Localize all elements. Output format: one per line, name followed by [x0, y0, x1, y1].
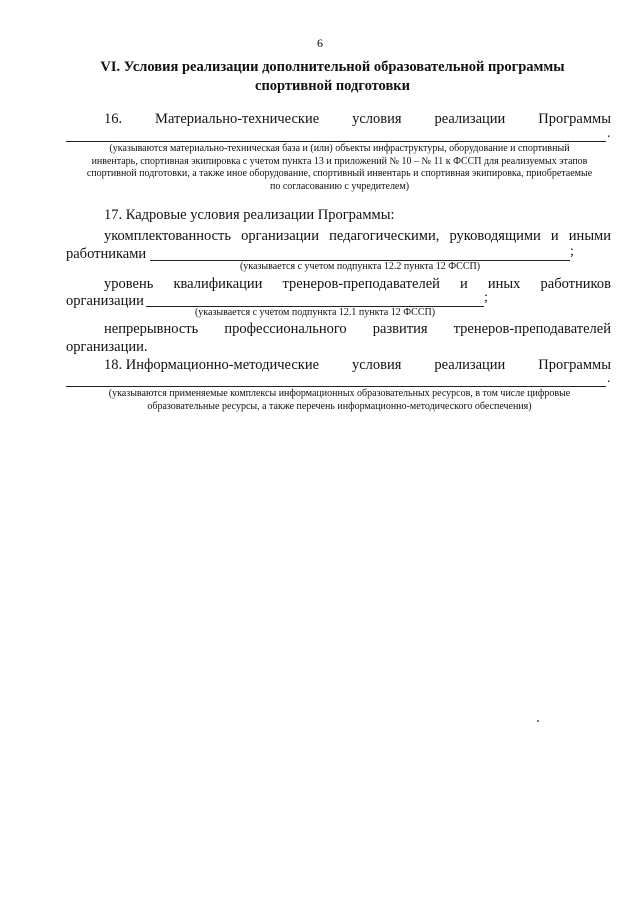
qualification-word-3: тренеров-преподавателей	[282, 276, 440, 292]
development-word-4: тренеров-преподавателей	[453, 321, 611, 337]
development-line	[104, 321, 611, 338]
staffing-word-6: иными	[568, 228, 611, 244]
staffing-word-3: педагогическими,	[329, 228, 440, 244]
item-18-word-1: 18. Информационно-методические	[104, 357, 320, 373]
qualification-line	[104, 276, 611, 293]
item-16-number: 16.	[104, 111, 123, 127]
staffing-end-mark: ;	[570, 244, 574, 259]
item-18-fill-line	[66, 386, 606, 387]
item-16-note-line-4: по согласованию с учредителем)	[269, 180, 410, 192]
qualification-word-2: квалификации	[173, 276, 263, 292]
item-16-end-mark: .	[607, 126, 611, 141]
staffing-word-2: организации	[241, 228, 319, 244]
staffing-line-2-start: работниками	[66, 246, 147, 262]
development-line-2: организации.	[66, 339, 148, 355]
item-16-word-2: условия	[352, 111, 402, 127]
page-number: 6	[317, 36, 323, 50]
item-18-note-line-1: (указываются применяемые комплексы информационных образовательных ресурсов, в том числе цифровые	[108, 388, 571, 399]
item-16-fill-line	[66, 141, 606, 142]
item-16-word-1: Материально-технические	[155, 111, 320, 127]
qualification-word-4: и	[460, 276, 468, 292]
section-heading	[60, 58, 605, 96]
item-18-line	[104, 357, 611, 374]
item-17-title: 17. Кадровые условия реализации Программы:	[104, 207, 395, 223]
item-16-note-line-2: инвентарь, спортивная экипировка с учетом пункта 13 и приложений № 10 – № 11 к ФССП для реализуемых этапов	[91, 155, 588, 167]
qualification-word-1: уровень	[104, 276, 154, 292]
item-16-word-3: реализации	[434, 111, 506, 127]
item-16-note-line-1: (указываются материально-техническая база и (или) объекты инфраструктуры, оборудование и спортивный	[109, 143, 570, 154]
scan-speck	[537, 720, 539, 722]
item-18-end-mark: .	[607, 371, 611, 386]
section-heading-line-2: спортивной подготовки	[255, 78, 410, 94]
development-word-2: профессионального	[224, 321, 347, 337]
item-16-note	[52, 143, 627, 193]
qualification-end-mark: ;	[484, 290, 488, 305]
item-18-word-3: реализации	[434, 357, 506, 373]
development-word-1: непрерывность	[104, 321, 199, 337]
item-18-word-2: условия	[352, 357, 402, 373]
staffing-note: (указывается с учетом подпункта 12.2 пункта 12 ФССП)	[239, 261, 481, 272]
staffing-word-1: укомплектованность	[104, 228, 231, 244]
item-18-note	[52, 388, 627, 413]
item-16-line	[66, 111, 611, 128]
item-16-word-4: Программы	[538, 111, 611, 127]
development-word-3: развития	[372, 321, 428, 337]
item-18-word-4: Программы	[538, 357, 611, 373]
qualification-word-5: иных	[487, 276, 521, 292]
staffing-word-4: руководящими	[449, 228, 541, 244]
qualification-note: (указывается с учетом подпункта 12.1 пункта 12 ФССП)	[194, 307, 436, 318]
qualification-line-2-start: организации	[66, 293, 144, 309]
item-18-note-line-2: образовательные ресурсы, а также перечень информационно-методического обеспечения)	[147, 400, 532, 412]
staffing-line	[104, 228, 611, 245]
qualification-word-6: работников	[540, 276, 611, 292]
staffing-word-5: и	[550, 228, 559, 244]
section-heading-line-1: VI. Условия реализации дополнительной образовательной программы	[100, 59, 565, 75]
item-16-note-line-3: спортивной подготовки, а также иное оборудование, спортивный инвентарь и спортивная экипировка, приобретаемые	[86, 168, 593, 179]
